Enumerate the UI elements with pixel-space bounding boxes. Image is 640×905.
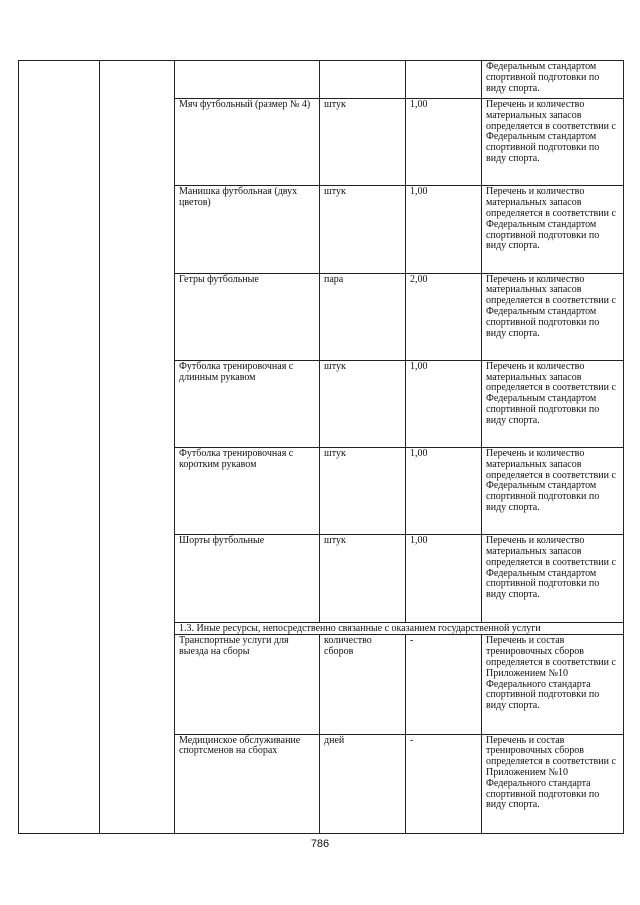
cell-quantity: 1,00 bbox=[406, 448, 482, 535]
cell-item-name: Транспортные услуги для выезда на сборы bbox=[175, 635, 320, 734]
cell-note: Федеральным стандартом спортивной подготовки по виду спорта. bbox=[482, 61, 624, 99]
cell-unit: пара bbox=[320, 273, 406, 360]
cell-item-name: Футболка тренировочная с коротким рукавом bbox=[175, 448, 320, 535]
cell-quantity: 1,00 bbox=[406, 186, 482, 273]
cell-item-name: Мяч футбольный (размер № 4) bbox=[175, 99, 320, 186]
cell-unit: штук bbox=[320, 535, 406, 622]
cell-note: Перечень и количество материальных запасов определяется в соответствии с Федеральным стандартом спортивной подготовки по виду спорта. bbox=[482, 535, 624, 622]
cell-empty-col2 bbox=[100, 61, 175, 834]
cell-note: Перечень и количество материальных запасов определяется в соответствии с Федеральным стандартом спортивной подготовки по виду спорта. bbox=[482, 360, 624, 447]
section-title: 1.3. Иные ресурсы, непосредственно связанные с оказанием государственной услуги bbox=[175, 622, 624, 635]
cell-unit: штук bbox=[320, 99, 406, 186]
page-number: 786 bbox=[310, 838, 330, 850]
cell-empty-col1 bbox=[19, 61, 100, 834]
cell-item-name: Манишка футбольная (двух цветов) bbox=[175, 186, 320, 273]
cell-quantity: 1,00 bbox=[406, 360, 482, 447]
resources-table bbox=[18, 60, 624, 834]
cell-note: Перечень и количество материальных запасов определяется в соответствии с Федеральным стандартом спортивной подготовки по виду спорта. bbox=[482, 448, 624, 535]
cell-item-name: Футболка тренировочная с длинным рукавом bbox=[175, 360, 320, 447]
cell-quantity: 1,00 bbox=[406, 99, 482, 186]
cell-quantity: - bbox=[406, 734, 482, 833]
cell-item-name: Гетры футбольные bbox=[175, 273, 320, 360]
cell-note: Перечень и количество материальных запасов определяется в соответствии с Федеральным стандартом спортивной подготовки по виду спорта. bbox=[482, 99, 624, 186]
cell-unit: дней bbox=[320, 734, 406, 833]
cell-item-name: Медицинское обслуживание спортсменов на сборах bbox=[175, 734, 320, 833]
cell-note: Перечень и количество материальных запасов определяется в соответствии с Федеральным стандартом спортивной подготовки по виду спорта. bbox=[482, 273, 624, 360]
cell-item-name: Шорты футбольные bbox=[175, 535, 320, 622]
cell-unit: штук bbox=[320, 186, 406, 273]
cell-note: Перечень и состав тренировочных сборов определяется в соответствии с Приложением №10 Федерального стандарта спортивной подготовки по виду спорта. bbox=[482, 734, 624, 833]
cell-quantity: 1,00 bbox=[406, 535, 482, 622]
cell-quantity: 2,00 bbox=[406, 273, 482, 360]
cell-note: Перечень и количество материальных запасов определяется в соответствии с Федеральным стандартом спортивной подготовки по виду спорта. bbox=[482, 186, 624, 273]
cell-note: Перечень и состав тренировочных сборов определяется в соответствии с Приложением №10 Федерального стандарта спортивной подготовки по виду спорта. bbox=[482, 635, 624, 734]
cell-quantity: - bbox=[406, 635, 482, 734]
cell-unit: количество сборов bbox=[320, 635, 406, 734]
cell-unit: штук bbox=[320, 360, 406, 447]
cell-unit: штук bbox=[320, 448, 406, 535]
table-row-continued bbox=[19, 61, 624, 99]
